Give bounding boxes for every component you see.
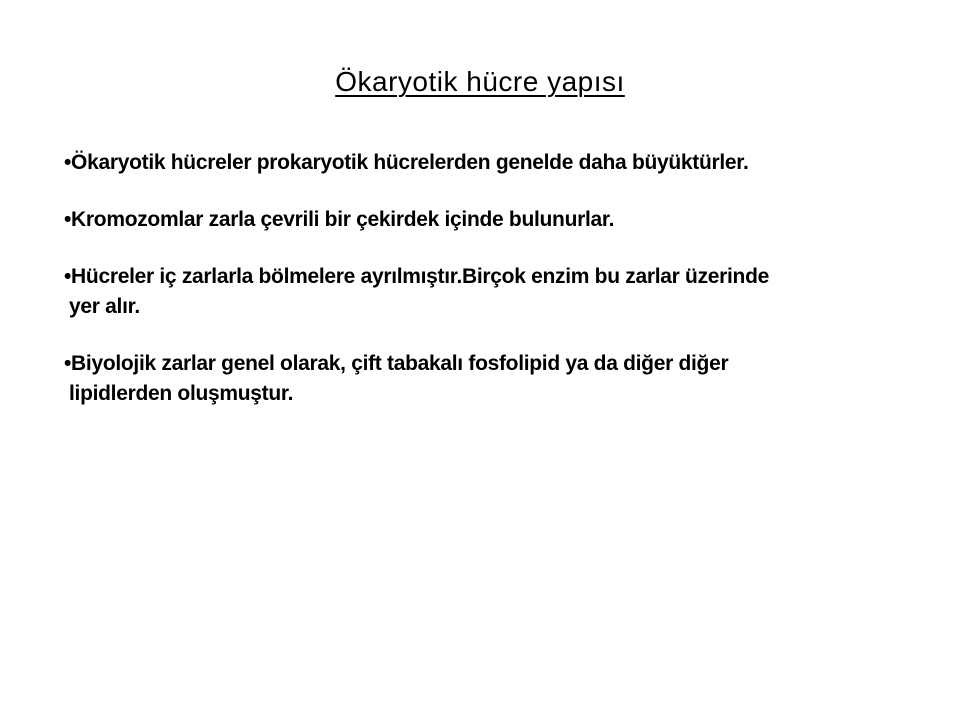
- bullet-line-continuation: lipidlerden oluşmuştur.: [69, 382, 294, 405]
- bullet-line-continuation: yer alır.: [69, 295, 140, 318]
- bullet-item: [64, 205, 924, 235]
- bullet-item: [64, 148, 924, 178]
- bullet-line: •Ökaryotik hücreler prokaryotik hücrelerden genelde daha büyüktürler.: [64, 151, 749, 174]
- bullet-list: [64, 148, 924, 436]
- bullet-line: •Kromozomlar zarla çevrili bir çekirdek içinde bulunurlar.: [64, 208, 615, 231]
- bullet-item: [64, 349, 924, 409]
- slide-title: [0, 62, 960, 102]
- bullet-item: [64, 262, 924, 322]
- bullet-line: •Biyolojik zarlar genel olarak, çift tabakalı fosfolipid ya da diğer diğer: [64, 352, 729, 375]
- slide-title-text: Ökaryotik hücre yapısı: [335, 66, 625, 97]
- bullet-line: •Hücreler iç zarlarla bölmelere ayrılmıştır.Birçok enzim bu zarlar üzerinde: [64, 265, 769, 288]
